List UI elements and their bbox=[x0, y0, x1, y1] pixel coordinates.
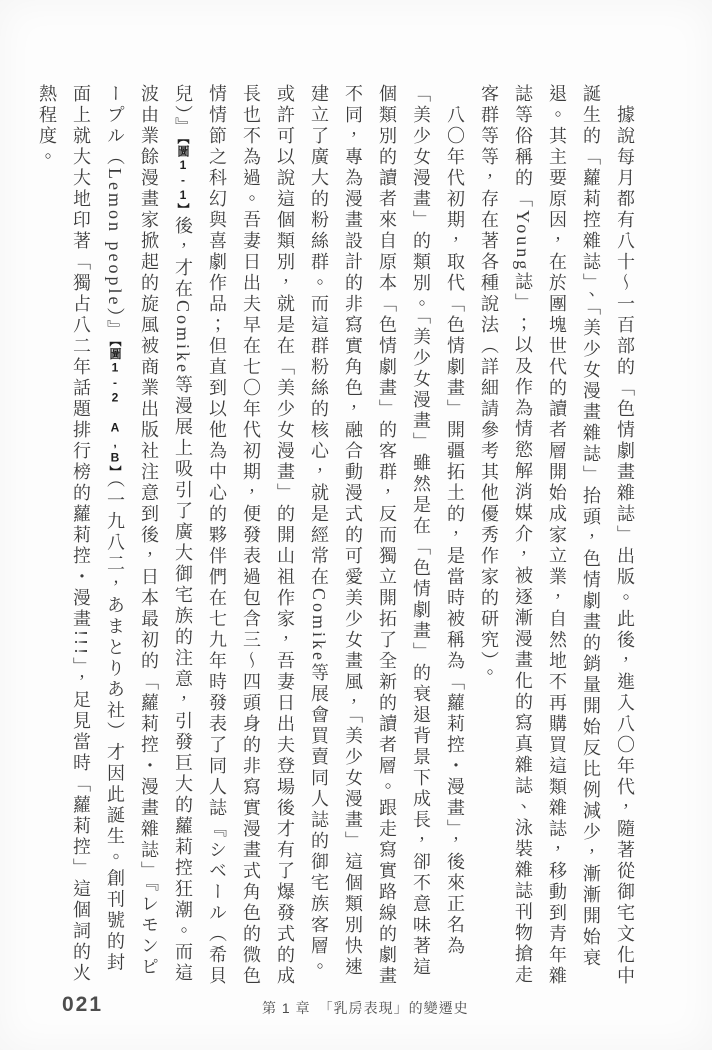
body-text bbox=[26, 84, 642, 992]
figure-reference: 【圖1-1】 bbox=[176, 138, 190, 216]
figure-reference: 【圖1-2 A,B】 bbox=[108, 340, 122, 479]
chapter-title: 第 1 章 「乳房表現」的變遷史 bbox=[262, 1000, 469, 1016]
text-run: 八〇年代初期，取代「色情劇畫」開疆拓土的，是當時被稱為「蘿莉控・漫畫」，後來正名為「美少女漫畫」的類別。「美少女漫畫」雖然是在「色情劇畫」的衰退背景下成長，卻不意味著這個類別的讀者來自原本「色情劇畫」的客群，反而獨立開拓了全新的讀者層。跟走寫實路線的劇畫不同，專為漫畫設計的非寫實角色，融合動漫式的可愛美少女畫風，「美少女漫畫」這個類別快速建立了廣大的粉絲群。而這群粉絲的核心，就是經常在Comike等展會買賣同人誌的御宅族客層。或許可以說這個類別，就是在「美少女漫畫」的開山祖作家，吾妻日出夫登場後才有了爆發式的成長也不為過。吾妻日出夫早在七〇年代初期，便發表過包含三～四頭身的非寫實漫畫式角色的微色情情節之科幻與喜劇作品；但直到以他為中心的夥伴們在七九年時發表了同人誌『シベール（希貝兒）』 bbox=[173, 84, 465, 987]
text-run: （一九八二，あまとりあ社）才因此誕生。創刊號的封面上就大大地印著「獨占八二年話題排行榜的蘿莉控・漫畫!!!」，足見當時「蘿莉控」這個詞的火熱程度。 bbox=[37, 84, 125, 984]
text-run: 據說每月都有八十～一百部的「色情劇畫雜誌」出版。此後，進入八〇年代，隨著從御宅文化中誕生的「蘿莉控雜誌」、「美少女漫畫雜誌」抬頭，色情劇畫的銷量開始反比例減少，漸漸開始衰退。其主要原因，在於團塊世代的讀者層開始成家立業，自然地不再購買這類雜誌，移動到青年雜誌等俗稱的「Young誌」；以及作為情慾解消媒介，被逐漸漫畫化的寫真雜誌、泳裝雜誌刊物搶走客群等等，存在著各種說法（詳細請參考其他優秀作家的研究）。 bbox=[479, 84, 635, 987]
page-number: 021 bbox=[62, 993, 104, 1016]
page-footer bbox=[0, 993, 712, 1021]
paragraph bbox=[30, 84, 472, 992]
paragraph bbox=[472, 84, 642, 992]
text-run: 後，才在Comike等漫展上吸引了廣大御宅族的注意，引發巨大的蘿莉控狂潮。而這波由業餘漫畫家掀起的旋風被商業出版社注意到後，日本最初的「蘿莉控・漫畫雜誌」『レモンピープル（Lemon people）』 bbox=[105, 84, 193, 984]
